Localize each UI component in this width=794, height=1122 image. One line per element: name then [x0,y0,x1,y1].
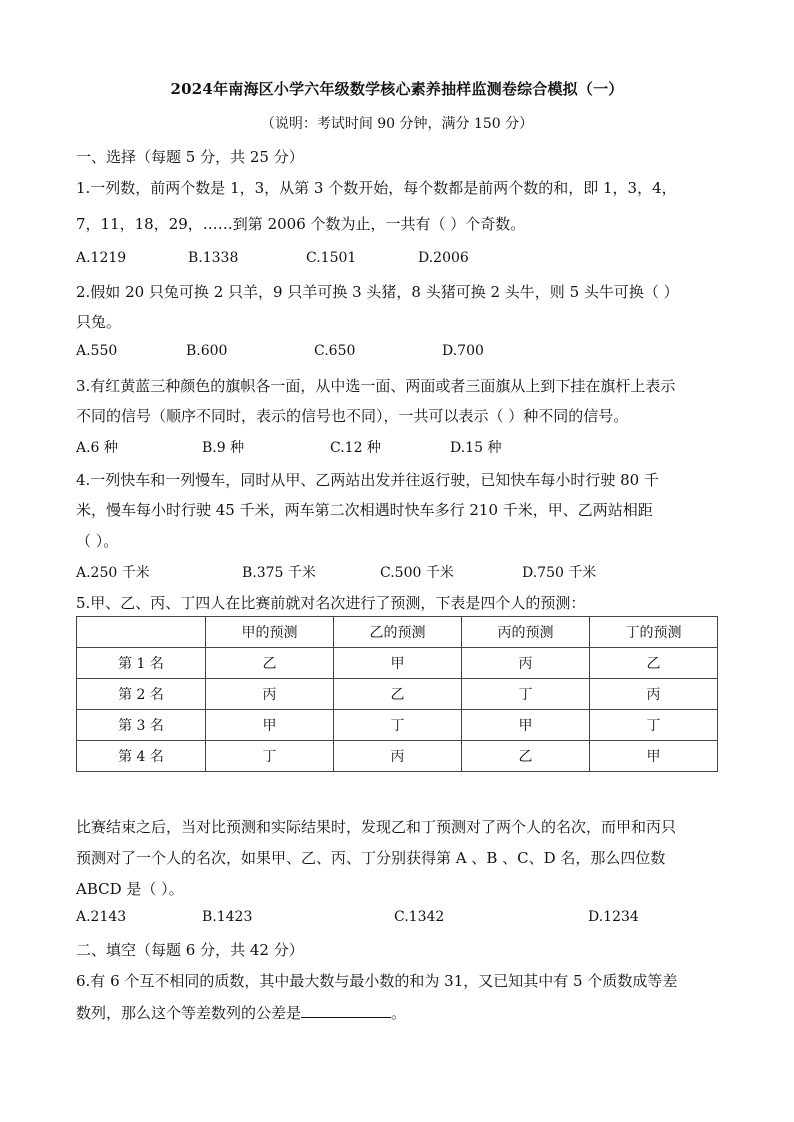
option-c: C.1342 [394,909,445,925]
table-cell: 乙 [590,648,718,679]
table-row [77,679,718,710]
question-1-text-line-1: 1.一列数，前两个数是 1，3，从第 3 个数开始，每个数都是前两个数的和，即 1，3，4， [76,179,677,197]
question-5-text-line-4: ABCD 是（ ）。 [76,880,184,898]
table-cell: 乙 [206,648,334,679]
question-5-text-line-3: 预测对了一个人的名次，如果甲、乙、丙、丁分别获得第 A 、B 、C、D 名，那么四位数 [76,849,666,867]
option-a: A.6 种 [76,440,118,456]
table-cell: 甲 [334,648,462,679]
option-b: B.1423 [202,909,253,925]
section-heading-fill-in: 二、填空（每题 6 分，共 42 分） [76,941,304,959]
question-3-text-line-1: 3.有红黄蓝三种颜色的旗帜各一面，从中选一面、两面或者三面旗从上到下挂在旗杆上表示 [76,377,676,395]
option-b: B.1338 [188,250,239,266]
table-header-cell: 甲的预测 [206,617,334,648]
table-cell: 甲 [206,710,334,741]
table-row [77,710,718,741]
rank-label: 第 3 名 [77,710,206,741]
option-b: B.375 千米 [242,565,316,581]
table-row [77,741,718,772]
table-cell: 丁 [334,710,462,741]
option-a: A.250 千米 [76,565,150,581]
table-header-cell: 乙的预测 [334,617,462,648]
table-cell: 丁 [590,710,718,741]
answer-blank[interactable] [301,1003,391,1018]
table-cell: 乙 [334,679,462,710]
question-4-text-line-2: 米，慢车每小时行驶 45 千米，两车第二次相遇时快车多行 210 千米，甲、乙两站相距 [76,501,653,519]
option-c: C.650 [314,343,356,359]
question-6-text: 数列，那么这个等差数列的公差是 [76,1004,302,1022]
table-cell: 丙 [206,679,334,710]
option-d: D.700 [442,343,484,359]
table-cell: 丁 [206,741,334,772]
section-heading-choice: 一、选择（每题 5 分，共 25 分） [76,148,304,166]
question-6-text-line-2 [76,1002,406,1023]
question-6-text-line-1: 6.有 6 个互不相同的质数，其中最大数与最小数的和为 31，又已知其中有 5 个质数成等差 [76,972,678,990]
option-c: C.12 种 [330,440,381,456]
option-c: C.500 千米 [380,565,454,581]
option-b: B.9 种 [202,440,245,456]
prediction-table [76,616,718,772]
question-2-text-line-2: 只兔。 [76,313,122,331]
table-cell: 丙 [462,648,590,679]
option-a: A.550 [76,343,118,359]
question-2-text-line-1: 2.假如 20 只兔可换 2 只羊，9 只羊可换 3 头猪，8 头猪可换 2 头牛，则 5 头牛可换（ ） [76,283,679,301]
table-header-cell: 丙的预测 [462,617,590,648]
rank-label: 第 2 名 [77,679,206,710]
table-cell: 丙 [334,741,462,772]
option-c: C.1501 [306,250,357,266]
rank-label: 第 4 名 [77,741,206,772]
table-cell: 丁 [462,679,590,710]
table-cell: 甲 [590,741,718,772]
option-d: D.15 种 [450,440,502,456]
option-d: D.750 千米 [522,565,597,581]
table-header-cell [77,617,206,648]
question-3-text-line-2: 不同的信号（顺序不同时，表示的信号也不同），一共可以表示（ ）种不同的信号。 [76,407,629,425]
table-row [77,648,718,679]
option-b: B.600 [186,343,228,359]
option-a: A.1219 [76,250,127,266]
question-6-end: 。 [391,1004,407,1022]
table-cell: 甲 [462,710,590,741]
table-header-cell: 丁的预测 [590,617,718,648]
option-d: D.1234 [588,909,639,925]
question-4-text-line-3: （ ）。 [76,532,119,550]
option-a: A.2143 [76,909,127,925]
table-cell: 乙 [462,741,590,772]
option-d: D.2006 [418,250,469,266]
question-5-text-line-1: 5.甲、乙、丙、丁四人在比赛前就对名次进行了预测，下表是四个人的预测： [76,594,586,612]
table-cell: 丙 [590,679,718,710]
question-4-text-line-1: 4.一列快车和一列慢车，同时从甲、乙两站出发并往返行驶，已知快车每小时行驶 80 千 [76,471,659,489]
question-5-text-line-2: 比赛结束之后，当对比预测和实际结果时，发现乙和丁预测对了两个人的名次，而甲和丙只 [76,818,677,836]
exam-instructions: （说明：考试时间 90 分钟，满分 150 分） [260,116,534,132]
table-header-row [77,617,718,648]
question-1-text-line-2: 7，11，18，29，……到第 2006 个数为止，一共有（ ）个奇数。 [76,215,526,233]
rank-label: 第 1 名 [77,648,206,679]
exam-title: 2024年南海区小学六年级数学核心素养抽样监测卷综合模拟（一） [170,80,624,98]
